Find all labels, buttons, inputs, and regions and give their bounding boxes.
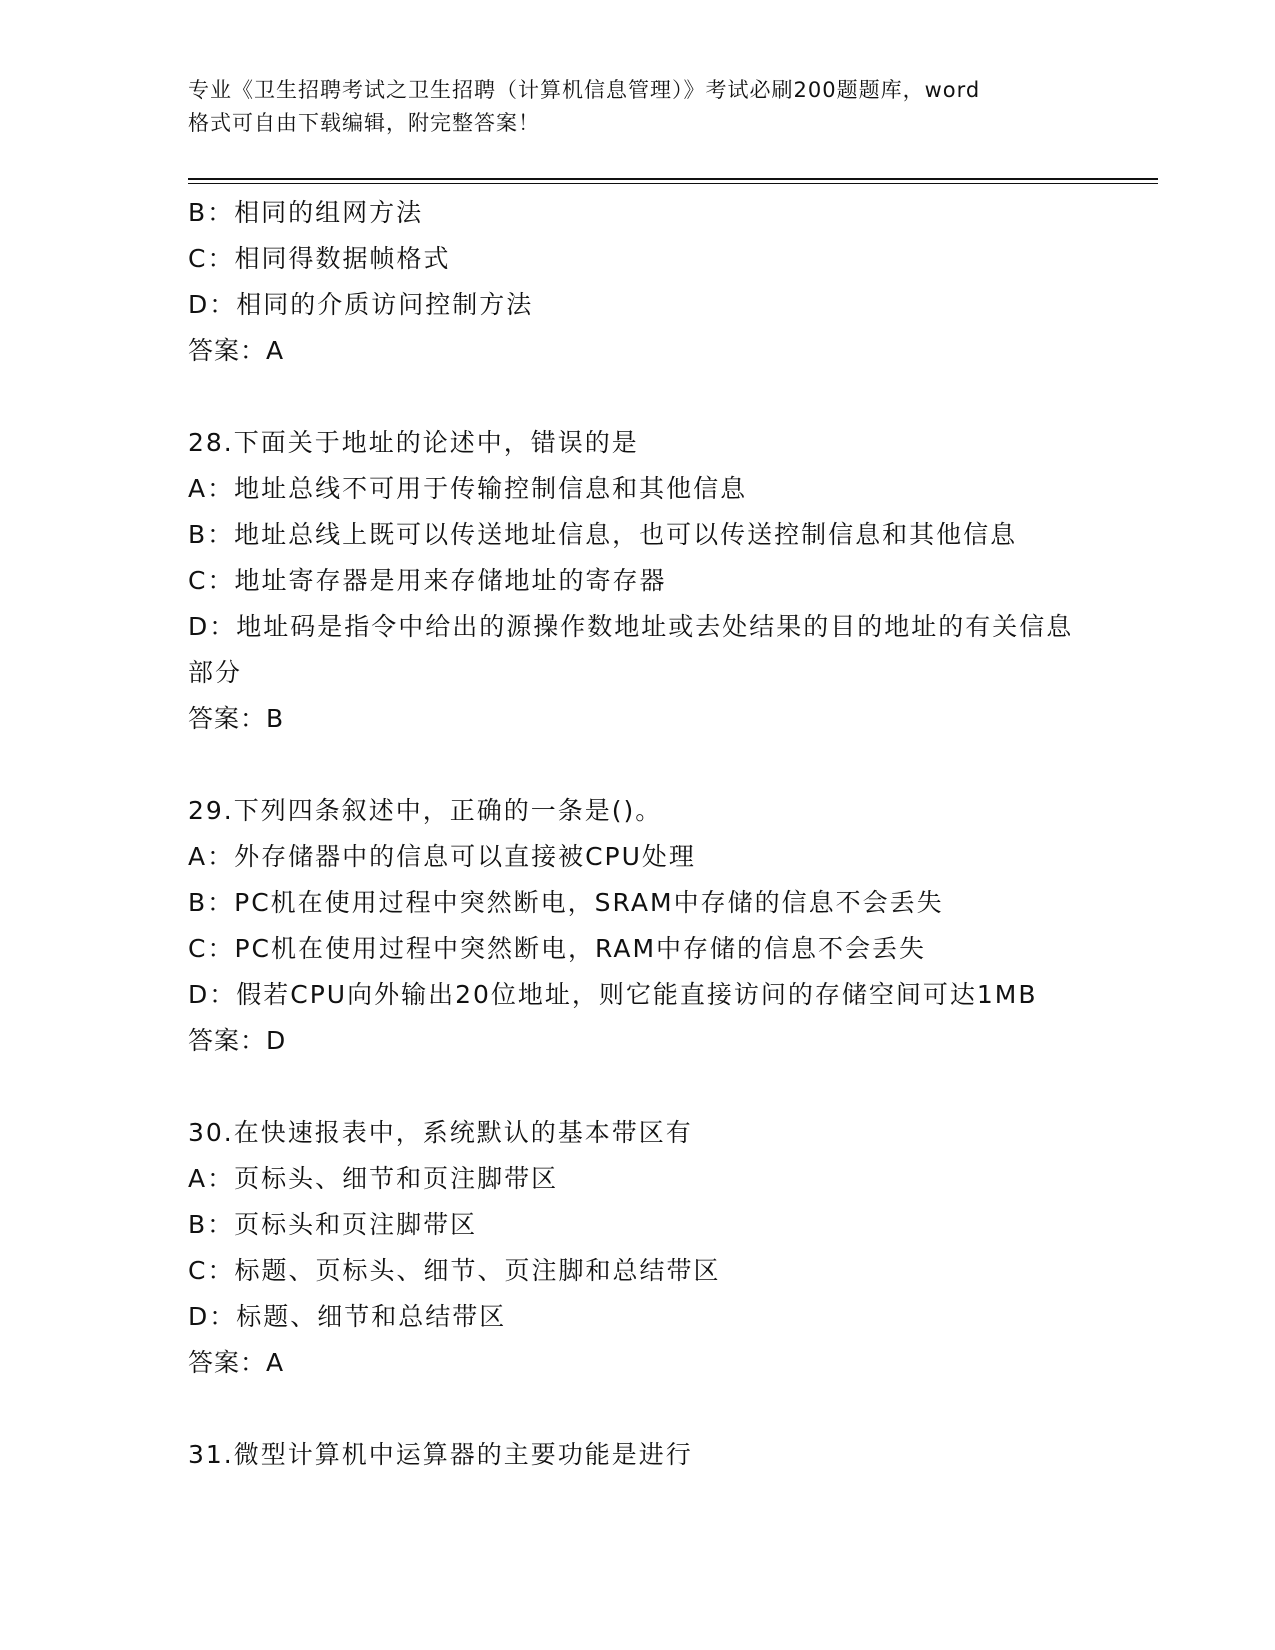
spacer xyxy=(188,1064,1088,1110)
header-divider-thin xyxy=(188,183,1158,184)
option-a: A：地址总线不可用于传输控制信息和其他信息 xyxy=(188,474,748,503)
question-stem: 31.微型计算机中运算器的主要功能是进行 xyxy=(188,1440,693,1469)
spacer xyxy=(188,374,1088,420)
option-c: C：PC机在使用过程中突然断电，RAM中存储的信息不会丢失 xyxy=(188,934,927,963)
question-29 xyxy=(188,788,1088,1064)
option-d: D：假若CPU向外输出20位地址，则它能直接访问的存储空间可达1MB xyxy=(188,980,1038,1009)
question-stem: 28.下面关于地址的论述中，错误的是 xyxy=(188,428,639,457)
option-c: C：相同得数据帧格式 xyxy=(188,244,451,273)
header-divider-thick xyxy=(188,178,1158,180)
answer: 答案：D xyxy=(188,1026,287,1055)
question-stem: 30.在快速报表中，系统默认的基本带区有 xyxy=(188,1118,693,1147)
option-b: B：PC机在使用过程中突然断电，SRAM中存储的信息不会丢失 xyxy=(188,888,944,917)
question-27-tail xyxy=(188,190,1088,374)
option-d: D：标题、细节和总结带区 xyxy=(188,1302,507,1331)
answer: 答案：A xyxy=(188,336,285,365)
answer: 答案：A xyxy=(188,1348,285,1377)
option-c: C：标题、页标头、细节、页注脚和总结带区 xyxy=(188,1256,721,1285)
question-31 xyxy=(188,1432,1088,1478)
question-stem: 29.下列四条叙述中，正确的一条是()。 xyxy=(188,796,663,825)
question-30 xyxy=(188,1110,1088,1386)
option-a: A：外存储器中的信息可以直接被CPU处理 xyxy=(188,842,696,871)
question-list xyxy=(188,190,1088,1478)
spacer xyxy=(188,1386,1088,1432)
option-b: B：相同的组网方法 xyxy=(188,198,424,227)
option-c: C：地址寄存器是用来存储地址的寄存器 xyxy=(188,566,667,595)
option-d: D：地址码是指令中给出的源操作数地址或去处结果的目的地址的有关信息部分 xyxy=(188,612,1074,687)
header-line-2: 格式可自由下载编辑，附完整答案！ xyxy=(188,111,540,135)
option-b: B：地址总线上既可以传送地址信息，也可以传送控制信息和其他信息 xyxy=(188,520,1018,549)
header-line-1: 专业《卫生招聘考试之卫生招聘（计算机信息管理）》考试必刷200题题库，word xyxy=(188,78,981,102)
document-header xyxy=(188,74,1088,140)
question-28 xyxy=(188,420,1088,742)
answer: 答案：B xyxy=(188,704,285,733)
option-b: B：页标头和页注脚带区 xyxy=(188,1210,478,1239)
option-a: A：页标头、细节和页注脚带区 xyxy=(188,1164,559,1193)
spacer xyxy=(188,742,1088,788)
option-d: D：相同的介质访问控制方法 xyxy=(188,290,534,319)
